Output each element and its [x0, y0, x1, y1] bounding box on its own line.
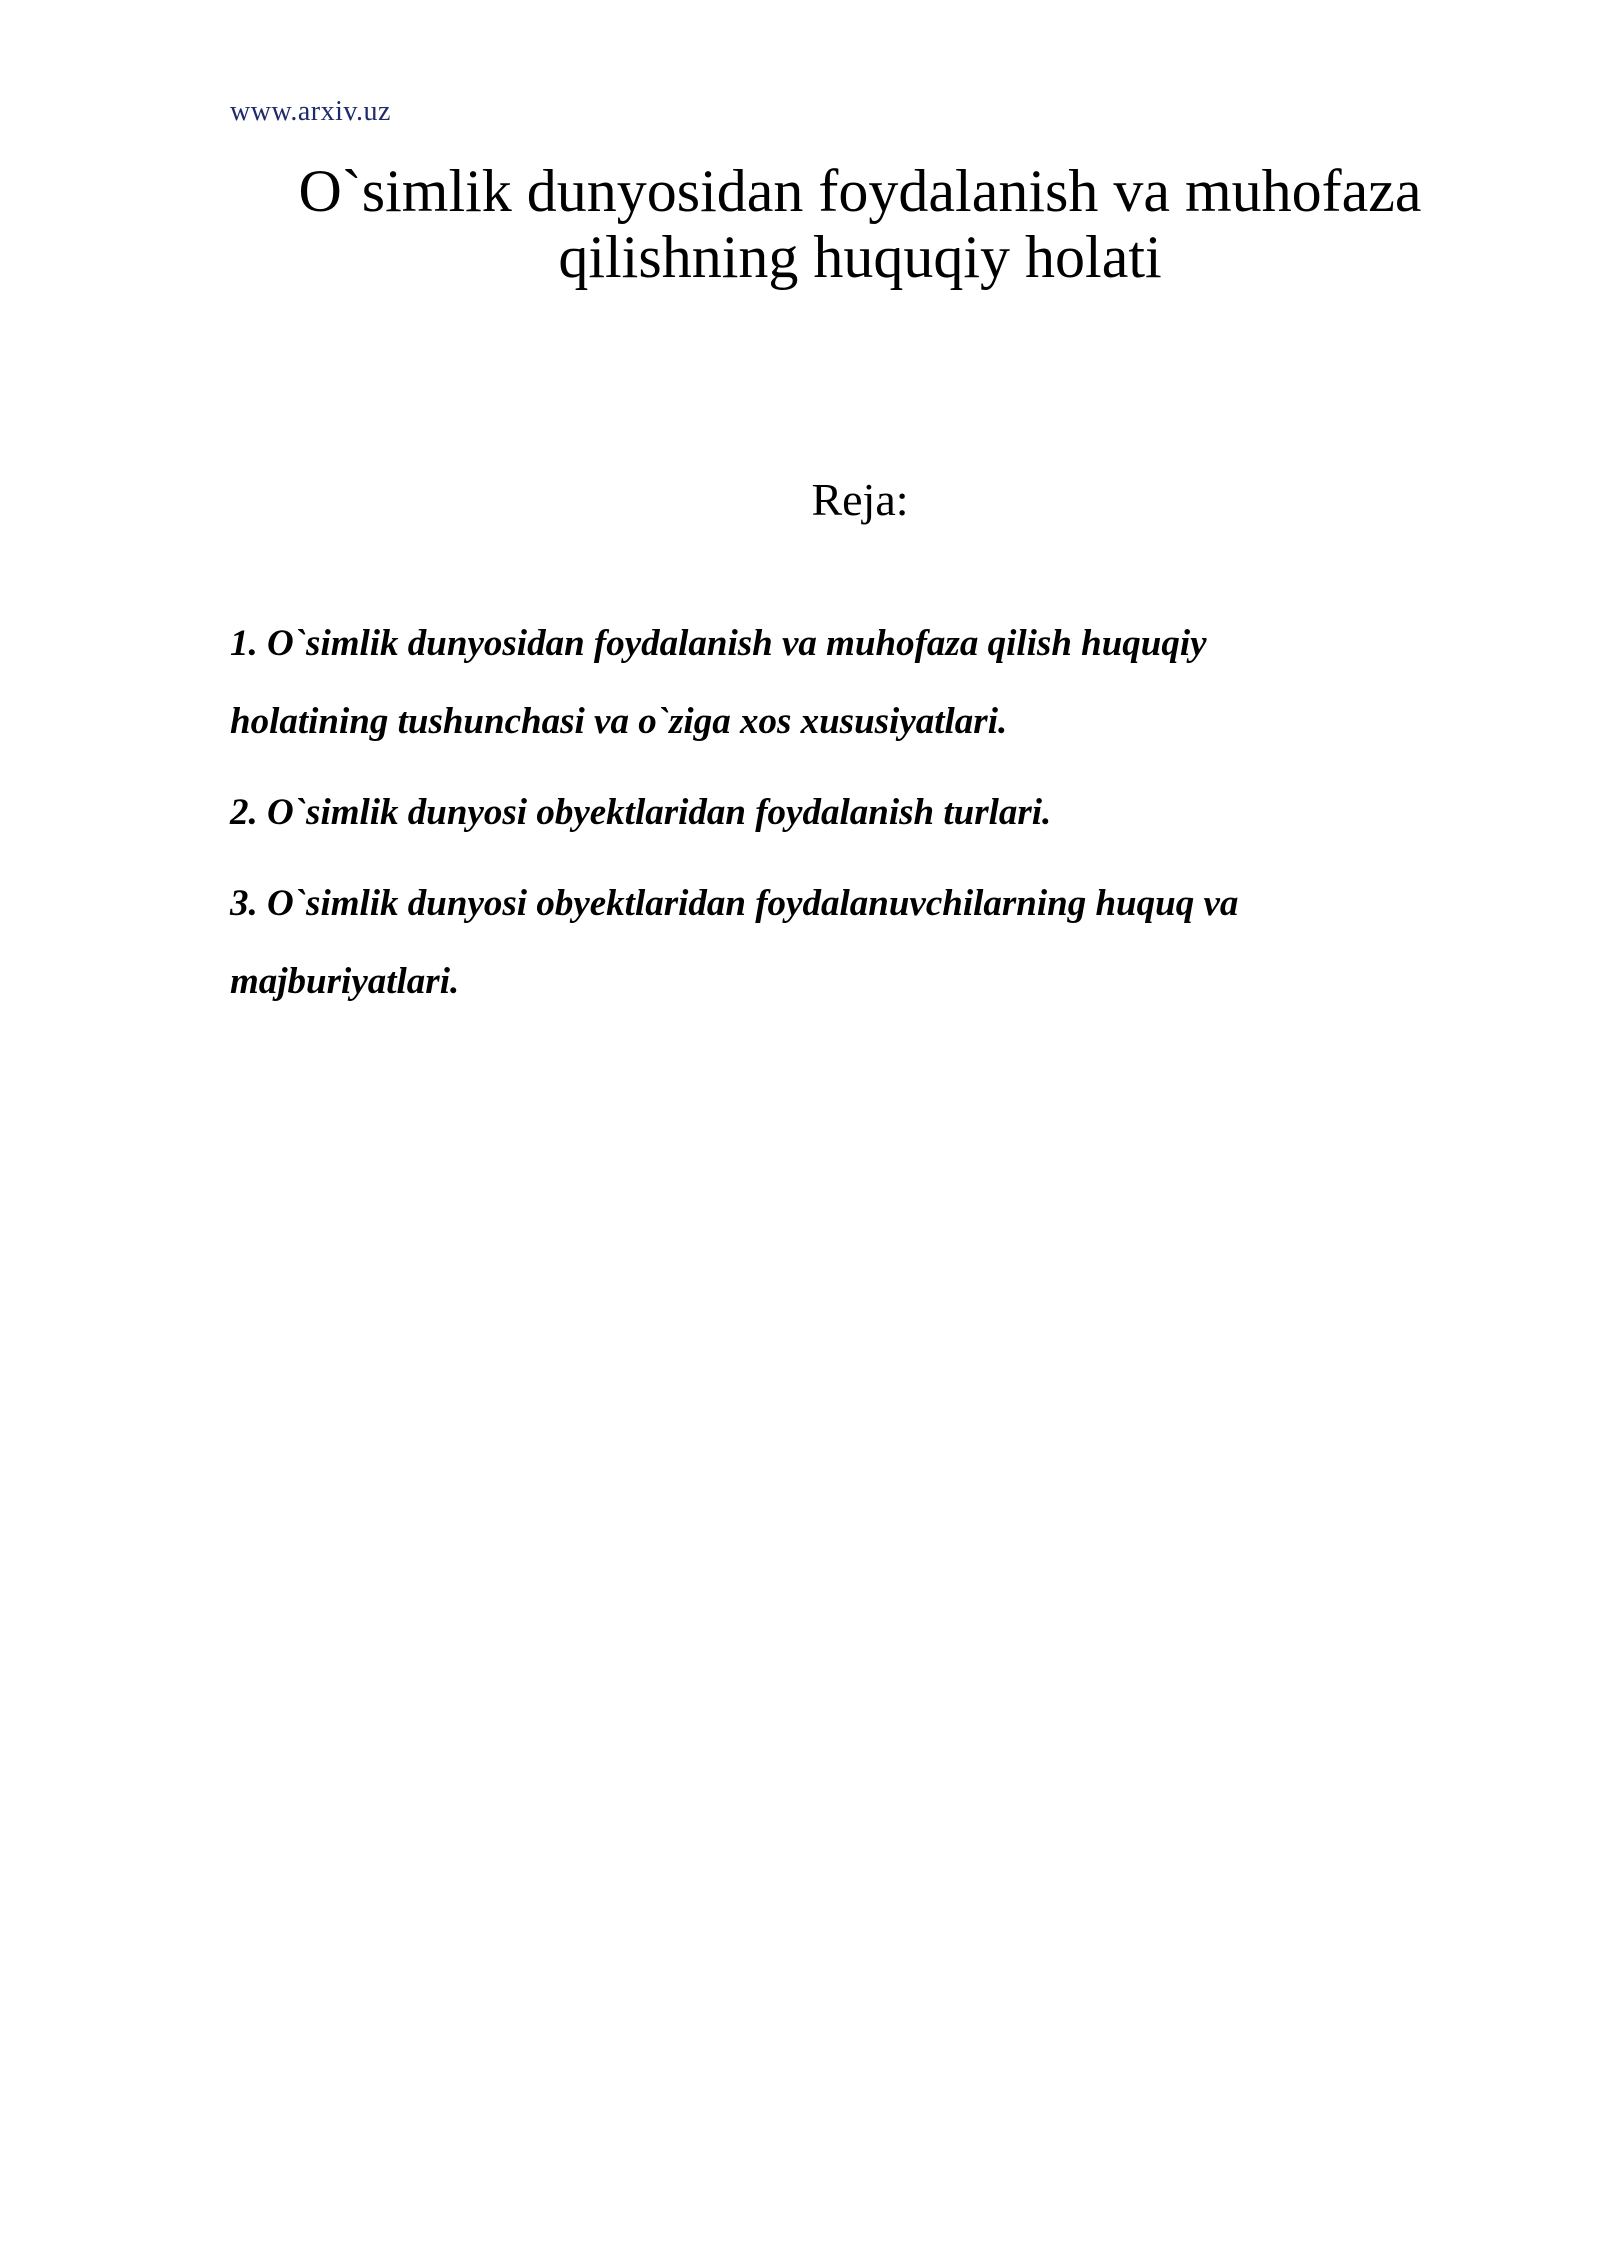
plan-item-3: [230, 865, 1450, 1021]
plan-item-1-line-2: holatining tushunchasi va o`ziga xos xususiyatlari.: [230, 701, 1008, 742]
plan-item-2-line-1: 2. O`simlik dunyosi obyektlaridan foydalanish turlari.: [230, 792, 1052, 833]
plan-item-1: [230, 605, 1450, 761]
site-link[interactable]: www.arxiv.uz: [230, 96, 391, 127]
plan-item-3-line-1: 3. O`simlik dunyosi obyektlaridan foydalanuvchilarning huquq va: [230, 883, 1239, 924]
document-title: [240, 158, 1480, 290]
plan-item-1-line-1: 1. O`simlik dunyosidan foydalanish va muhofaza qilish huquqiy: [230, 623, 1207, 664]
plan-heading: Reja:: [811, 474, 909, 525]
plan-item-3-line-2: majburiyatlari.: [230, 961, 460, 1002]
title-line-1: O`simlik dunyosidan foydalanish va muhofaza: [298, 158, 1422, 224]
plan-list: [230, 605, 1450, 1034]
plan-item-2: [230, 774, 1450, 852]
title-line-2: qilishning huquqiy holati: [558, 224, 1162, 290]
